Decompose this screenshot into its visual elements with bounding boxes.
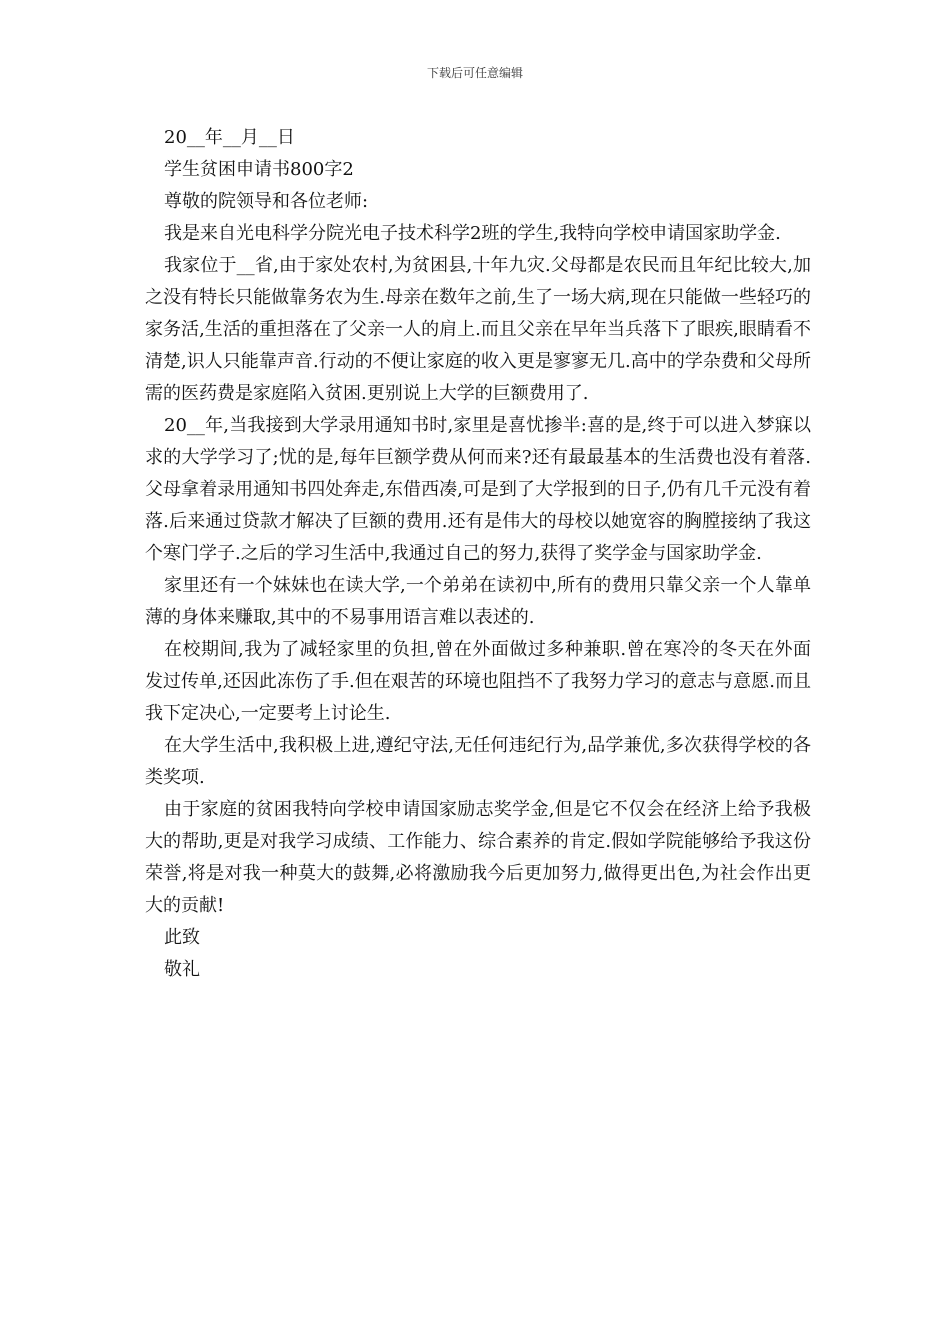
document-body bbox=[145, 122, 811, 986]
paragraph-family: 我家位于__省,由于家处农村,为贫困县,十年九灾.父母都是农民而且年纪比较大,加之没有特长只能做靠务农为生.母亲在数年之前,生了一场大病,现在只能做一些轻巧的家务活,生活的重担落在了父亲一人的肩上.而且父亲在早年当兵落下了眼疾,眼睛看不清楚,识人只能靠声音.行动的不便让家庭的收入更是寥寥无几.高中的学杂费和父母所需的医药费是家庭陷入贫困.更别说上大学的巨额费用了. bbox=[145, 255, 811, 404]
date-line: 20__年__月__日 bbox=[164, 127, 295, 148]
paragraph-siblings: 家里还有一个妹妹也在读大学,一个弟弟在读初中,所有的费用只靠父亲一个人靠单薄的身体来赚取,其中的不易事用语言难以表述的. bbox=[145, 575, 811, 628]
paragraph-request: 由于家庭的贫困我特向学校申请国家励志奖学金,但是它不仅会在经济上给予我极大的帮助,更是对我学习成绩、工作能力、综合素养的肯定.假如学院能够给予我这份荣誉,将是对我一种莫大的鼓舞,必将激励我今后更加努力,做得更出色,为社会作出更大的贡献! bbox=[145, 799, 811, 916]
closing-salute: 敬礼 bbox=[164, 959, 200, 980]
paragraph-parttime: 在校期间,我为了减轻家里的负担,曾在外面做过多种兼职.曾在寒冷的冬天在外面发过传单,还因此冻伤了手.但在艰苦的环境也阻挡不了我努力学习的意志与意愿.而且我下定决心,一定要考上讨论生. bbox=[145, 639, 811, 724]
document-title: 学生贫困申请书800字2 bbox=[164, 159, 354, 180]
paragraph-intro: 我是来自光电科学分院光电子技术科学2班的学生,我特向学校申请国家助学金. bbox=[164, 223, 781, 244]
paragraph-conduct: 在大学生活中,我积极上进,遵纪守法,无任何违纪行为,品学兼优,多次获得学校的各类奖项. bbox=[145, 735, 811, 788]
paragraph-admission: 20__年,当我接到大学录用通知书时,家里是喜忧掺半:喜的是,终于可以进入梦寐以求的大学学习了;忧的是,每年巨额学费从何而来?还有最最基本的生活费也没有着落.父母拿着录用通知书四处奔走,东借西凑,可是到了大学报到的日子,仍有几千元没有着落.后来通过贷款才解决了巨额的费用.还有是伟大的母校以她宽容的胸膛接纳了我这个寒门学子.之后的学习生活中,我通过自己的努力,获得了奖学金与国家助学金. bbox=[145, 415, 811, 564]
salutation: 尊敬的院领导和各位老师: bbox=[164, 191, 369, 212]
closing-regards: 此致 bbox=[164, 927, 200, 948]
page-header: 下载后可任意编辑 bbox=[426, 66, 523, 80]
